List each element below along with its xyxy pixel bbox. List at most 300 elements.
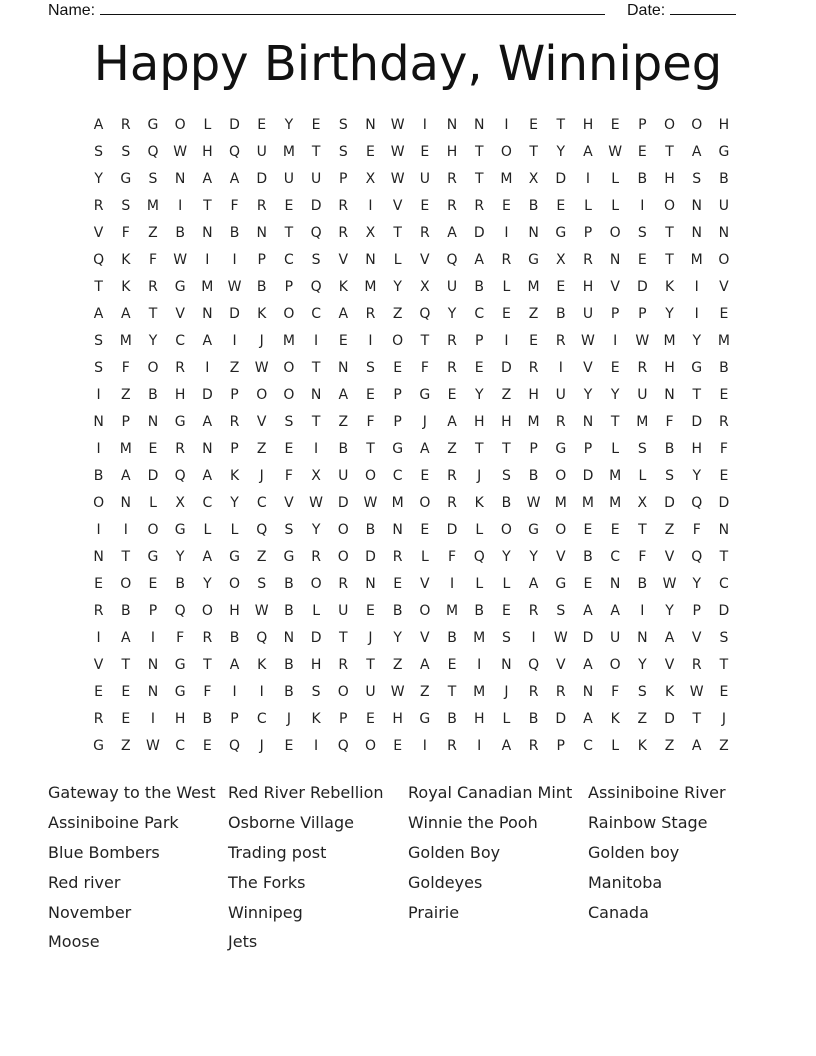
grid-letter: A [93, 305, 104, 322]
grid-letter: L [638, 467, 647, 484]
grid-letter: W [662, 575, 677, 592]
grid-letter: E [393, 359, 403, 376]
grid-letter: C [175, 737, 186, 754]
word-list-item: Golden boy [588, 842, 680, 862]
grid-letter: I [504, 332, 509, 349]
grid-letter: I [477, 656, 482, 673]
grid-letter: A [583, 143, 593, 160]
grid-letter: E [284, 197, 294, 214]
grid-letter: Z [229, 359, 240, 376]
grid-letter: U [555, 386, 566, 403]
grid-letter: J [259, 737, 264, 754]
word-list-item: Assiniboine River [588, 783, 726, 803]
grid-letter: E [719, 683, 729, 700]
grid-letter: T [474, 440, 484, 457]
grid-letter: T [474, 170, 484, 187]
grid-letter: E [366, 602, 375, 619]
grid-letter: W [363, 494, 378, 511]
grid-letter: T [121, 548, 131, 565]
grid-letter: B [637, 575, 648, 592]
grid-letter: B [93, 467, 104, 484]
grid-letter: N [664, 386, 675, 403]
grid-letter: L [475, 521, 484, 538]
grid-letter: W [553, 629, 568, 646]
grid-letter: H [392, 710, 403, 727]
word-list-item: Royal Canadian Mint [408, 783, 573, 803]
grid-letter: N [528, 224, 539, 241]
grid-letter: S [637, 683, 647, 700]
grid-letter: I [96, 629, 101, 646]
grid-letter: M [500, 170, 513, 187]
grid-letter: E [583, 575, 593, 592]
grid-letter: W [581, 332, 595, 349]
grid-letter: Y [474, 386, 484, 403]
grid-letter: S [121, 143, 131, 160]
grid-letter: O [419, 494, 431, 511]
grid-letter: Z [338, 413, 349, 430]
grid-letter: G [718, 143, 730, 160]
grid-letter: N [147, 413, 159, 430]
grid-letter: Q [256, 629, 268, 646]
grid-letter: Y [692, 332, 701, 349]
grid-letter: G [555, 224, 567, 241]
grid-letter: Y [311, 521, 321, 538]
grid-letter: I [314, 332, 319, 349]
grid-letter: Q [419, 305, 431, 322]
grid-letter: K [664, 278, 675, 295]
grid-letter: J [721, 710, 726, 727]
grid-letter: N [93, 413, 104, 430]
grid-letter: E [420, 143, 430, 160]
grid-letter: H [718, 116, 730, 133]
grid-letter: M [146, 197, 160, 214]
grid-letter: S [719, 629, 729, 646]
grid-letter: B [175, 224, 185, 241]
grid-letter: M [201, 278, 214, 295]
grid-letter: U [718, 197, 730, 214]
grid-letter: I [694, 278, 699, 295]
grid-letter: O [337, 683, 349, 700]
grid-letter: R [447, 197, 457, 214]
grid-letter: B [528, 710, 539, 727]
grid-letter: U [446, 278, 458, 295]
word-list-item: Goldeyes [408, 872, 483, 892]
grid-letter: K [637, 737, 647, 754]
grid-letter: G [147, 548, 159, 565]
grid-letter: S [338, 116, 348, 133]
grid-letter: R [229, 413, 240, 430]
grid-letter: D [256, 170, 268, 187]
grid-letter: C [256, 710, 267, 727]
grid-letter: R [447, 467, 457, 484]
grid-letter: N [718, 224, 730, 241]
grid-letter: M [445, 602, 459, 619]
grid-letter: A [120, 305, 131, 322]
grid-letter: E [420, 521, 430, 538]
word-list-item: Osborne Village [228, 813, 354, 833]
grid-letter: E [529, 116, 539, 133]
grid-letter: R [555, 413, 566, 430]
grid-letter: A [338, 386, 349, 403]
grid-letter: D [582, 467, 594, 484]
grid-letter: W [173, 143, 188, 160]
grid-letter: P [339, 170, 348, 187]
grid-letter: D [229, 305, 240, 322]
grid-letter: A [501, 737, 512, 754]
grid-letter: N [365, 575, 376, 592]
grid-letter: F [366, 413, 375, 430]
grid-letter: D [636, 278, 648, 295]
word-list-item: Red River Rebellion [228, 783, 384, 803]
grid-letter: I [477, 737, 482, 754]
header-line [48, 0, 748, 20]
grid-letter: Z [719, 737, 729, 754]
grid-letter: E [94, 575, 104, 592]
grid-letter: V [256, 413, 267, 430]
grid-letter: L [611, 170, 620, 187]
grid-letter: V [555, 656, 566, 673]
grid-letter: B [474, 602, 485, 619]
grid-letter: T [692, 386, 701, 403]
grid-letter: D [229, 116, 240, 133]
grid-letter: Y [665, 602, 674, 619]
grid-letter: K [257, 305, 267, 322]
word-list-item: Golden Boy [408, 842, 501, 862]
word-list-item: Winnie the Pooh [408, 813, 538, 833]
grid-letter: T [121, 656, 131, 673]
grid-letter: W [526, 494, 541, 511]
grid-letter: M [581, 494, 595, 511]
grid-letter: Q [691, 494, 703, 511]
word-list-item: Jets [228, 932, 258, 952]
grid-letter: P [638, 305, 647, 322]
grid-letter: E [338, 332, 348, 349]
grid-letter: I [368, 197, 373, 214]
grid-letter: G [392, 440, 404, 457]
grid-letter: N [582, 413, 594, 430]
grid-letter: S [366, 359, 375, 376]
grid-letter: K [229, 467, 240, 484]
grid-letter: A [202, 332, 213, 349]
grid-letter: Q [310, 278, 322, 295]
grid-letter: H [691, 440, 702, 457]
grid-letter: B [664, 440, 675, 457]
grid-letter: U [338, 602, 349, 619]
grid-letter: E [420, 467, 430, 484]
grid-letter: S [94, 143, 104, 160]
grid-letter: O [664, 116, 676, 133]
grid-letter: P [393, 386, 402, 403]
grid-letter: I [558, 359, 563, 376]
grid-letter: A [202, 413, 213, 430]
grid-letter: N [283, 629, 295, 646]
grid-letter: R [501, 251, 512, 268]
grid-letter: K [610, 710, 620, 727]
grid-letter: Y [203, 575, 212, 592]
grid-letter: G [174, 278, 186, 295]
grid-letter: N [120, 494, 132, 511]
grid-letter: Y [175, 548, 185, 565]
grid-letter: T [366, 440, 375, 457]
grid-letter: N [147, 656, 159, 673]
grid-letter: L [475, 575, 484, 592]
grid-letter: O [337, 521, 349, 538]
name-field [48, 0, 605, 20]
grid-letter: E [447, 386, 457, 403]
grid-letter: C [256, 494, 267, 511]
grid-letter: N [392, 521, 403, 538]
grid-letter: P [556, 737, 565, 754]
grid-letter: I [205, 251, 210, 268]
grid-letter: J [368, 629, 373, 646]
grid-letter: P [121, 413, 130, 430]
grid-letter: D [582, 629, 594, 646]
grid-letter: A [93, 116, 104, 133]
grid-letter: A [202, 170, 213, 187]
grid-letter: Y [638, 656, 647, 673]
grid-letter: Y [556, 143, 566, 160]
grid-letter: D [555, 710, 567, 727]
grid-letter: B [284, 602, 294, 619]
grid-letter: X [311, 467, 321, 484]
grid-letter: R [311, 548, 321, 565]
grid-letter: W [254, 359, 269, 376]
grid-letter: Y [284, 116, 294, 133]
grid-letter: E [501, 305, 511, 322]
grid-letter: Q [473, 548, 485, 565]
grid-letter: N [501, 656, 512, 673]
grid-letter: Z [120, 737, 131, 754]
grid-letter: U [610, 629, 621, 646]
grid-letter: A [229, 170, 240, 187]
grid-letter: H [528, 386, 539, 403]
grid-letter: D [718, 494, 730, 511]
grid-letter: O [283, 305, 295, 322]
grid-letter: R [474, 197, 485, 214]
grid-letter: I [314, 440, 319, 457]
grid-letter: C [175, 332, 186, 349]
grid-letter: I [96, 440, 101, 457]
grid-letter: I [504, 116, 509, 133]
grid-letter: O [555, 521, 567, 538]
grid-letter: O [609, 656, 621, 673]
grid-letter: R [93, 710, 104, 727]
grid-letter: P [230, 386, 239, 403]
grid-letter: F [611, 683, 620, 700]
grid-letter: T [94, 278, 103, 295]
grid-letter: I [205, 359, 210, 376]
grid-letter: W [390, 143, 405, 160]
grid-letter: E [719, 386, 729, 403]
word-list-item: Winnipeg [228, 902, 303, 922]
grid-letter: R [202, 629, 213, 646]
word-list [48, 778, 768, 957]
grid-letter: T [665, 143, 674, 160]
grid-letter: O [229, 575, 241, 592]
grid-letter: G [555, 575, 567, 592]
grid-letter: L [230, 521, 239, 538]
grid-letter: K [121, 251, 131, 268]
grid-letter: E [447, 656, 457, 673]
date-field [627, 0, 736, 20]
grid-letter: S [637, 440, 647, 457]
grid-letter: I [232, 251, 237, 268]
grid-letter: E [637, 251, 647, 268]
word-list-item: Assiniboine Park [48, 813, 179, 833]
grid-letter: F [148, 251, 157, 268]
grid-letter: D [664, 494, 675, 511]
grid-letter: F [719, 440, 728, 457]
grid-letter: I [123, 521, 128, 538]
grid-letter: E [529, 332, 539, 349]
grid-letter: R [338, 224, 349, 241]
grid-letter: M [609, 467, 622, 484]
grid-letter: N [202, 305, 213, 322]
grid-letter: F [448, 548, 457, 565]
grid-letter: S [311, 251, 321, 268]
grid-letter: Q [337, 737, 349, 754]
grid-letter: Z [148, 224, 158, 241]
grid-letter: W [146, 737, 160, 754]
grid-letter: R [338, 197, 349, 214]
grid-letter: Z [256, 440, 267, 457]
grid-letter: R [175, 440, 186, 457]
grid-letter: U [365, 683, 376, 700]
grid-letter: O [664, 197, 676, 214]
grid-letter: W [390, 170, 405, 187]
grid-letter: G [174, 683, 186, 700]
grid-letter: W [689, 683, 704, 700]
grid-letter: M [636, 413, 649, 430]
grid-letter: T [665, 224, 674, 241]
grid-letter: A [202, 548, 213, 565]
grid-letter: R [365, 305, 376, 322]
grid-letter: P [474, 332, 484, 349]
grid-letter: A [474, 251, 484, 268]
grid-letter: M [717, 332, 730, 349]
grid-letter: P [393, 413, 402, 430]
grid-letter: L [502, 278, 511, 295]
grid-letter: C [311, 305, 321, 322]
grid-letter: N [609, 251, 621, 268]
grid-letter: H [582, 116, 594, 133]
grid-letter: E [257, 116, 267, 133]
grid-letter: W [390, 683, 405, 700]
grid-letter: M [690, 251, 703, 268]
grid-letter: L [611, 737, 620, 754]
grid-letter: L [420, 548, 429, 565]
grid-letter: K [664, 683, 675, 700]
grid-letter: A [447, 224, 457, 241]
grid-letter: T [420, 332, 430, 349]
grid-letter: F [284, 467, 293, 484]
grid-letter: N [637, 629, 648, 646]
grid-letter: N [609, 575, 621, 592]
grid-letter: G [555, 440, 567, 457]
grid-letter: R [555, 332, 566, 349]
grid-letter: T [692, 710, 701, 727]
grid-letter: O [718, 251, 730, 268]
grid-letter: A [338, 305, 349, 322]
grid-letter: A [664, 629, 675, 646]
grid-letter: B [719, 170, 729, 187]
grid-letter: R [528, 602, 539, 619]
page-title: Happy Birthday, Winnipeg [93, 36, 723, 92]
grid-letter: T [311, 359, 321, 376]
grid-letter: R [528, 359, 539, 376]
grid-letter: V [610, 278, 620, 295]
grid-letter: A [691, 737, 702, 754]
grid-letter: F [692, 521, 701, 538]
grid-letter: Y [665, 305, 674, 322]
grid-letter: M [364, 278, 377, 295]
date-label: Date: [627, 2, 666, 19]
grid-letter: Y [447, 305, 457, 322]
grid-letter: E [148, 440, 158, 457]
grid-letter: O [283, 386, 295, 403]
grid-letter: L [611, 440, 620, 457]
grid-letter: V [555, 548, 566, 565]
grid-letter: B [256, 278, 267, 295]
grid-letter: V [420, 575, 430, 592]
grid-letter: D [446, 521, 458, 538]
grid-letter: O [419, 602, 431, 619]
grid-letter: T [556, 116, 566, 133]
grid-letter: U [283, 170, 295, 187]
grid-letter: Y [148, 332, 158, 349]
grid-letter: I [585, 170, 591, 187]
grid-letter: V [583, 359, 593, 376]
grid-letter: O [364, 737, 376, 754]
grid-letter: R [719, 413, 729, 430]
grid-letter: T [474, 143, 484, 160]
grid-letter: D [147, 467, 159, 484]
grid-letter: C [284, 251, 294, 268]
grid-letter: T [447, 683, 457, 700]
grid-letter: I [449, 575, 455, 592]
grid-letter: R [447, 494, 457, 511]
grid-letter: U [256, 143, 267, 160]
grid-letter: I [694, 305, 699, 322]
grid-letter: O [337, 548, 349, 565]
grid-letter: G [174, 413, 186, 430]
grid-letter: D [718, 602, 730, 619]
grid-letter: C [202, 494, 213, 511]
grid-letter: T [610, 413, 620, 430]
grid-letter: B [120, 602, 131, 619]
grid-letter: E [121, 710, 131, 727]
grid-letter: O [174, 116, 186, 133]
grid-letter: W [608, 143, 623, 160]
grid-letter: R [691, 656, 702, 673]
grid-letter: Y [393, 278, 402, 295]
grid-letter: Z [420, 683, 430, 700]
grid-letter: G [229, 548, 240, 565]
grid-letter: Z [501, 386, 512, 403]
grid-letter: T [284, 224, 294, 241]
grid-letter: C [610, 548, 621, 565]
grid-letter: G [419, 710, 431, 727]
grid-letter: R [447, 359, 457, 376]
grid-letter: X [420, 278, 430, 295]
grid-letter: N [691, 224, 702, 241]
grid-letter: E [501, 602, 511, 619]
grid-letter: U [582, 305, 594, 322]
grid-letter: E [501, 197, 511, 214]
grid-letter: D [310, 197, 322, 214]
grid-letter: G [93, 737, 105, 754]
grid-letter: O [691, 116, 703, 133]
